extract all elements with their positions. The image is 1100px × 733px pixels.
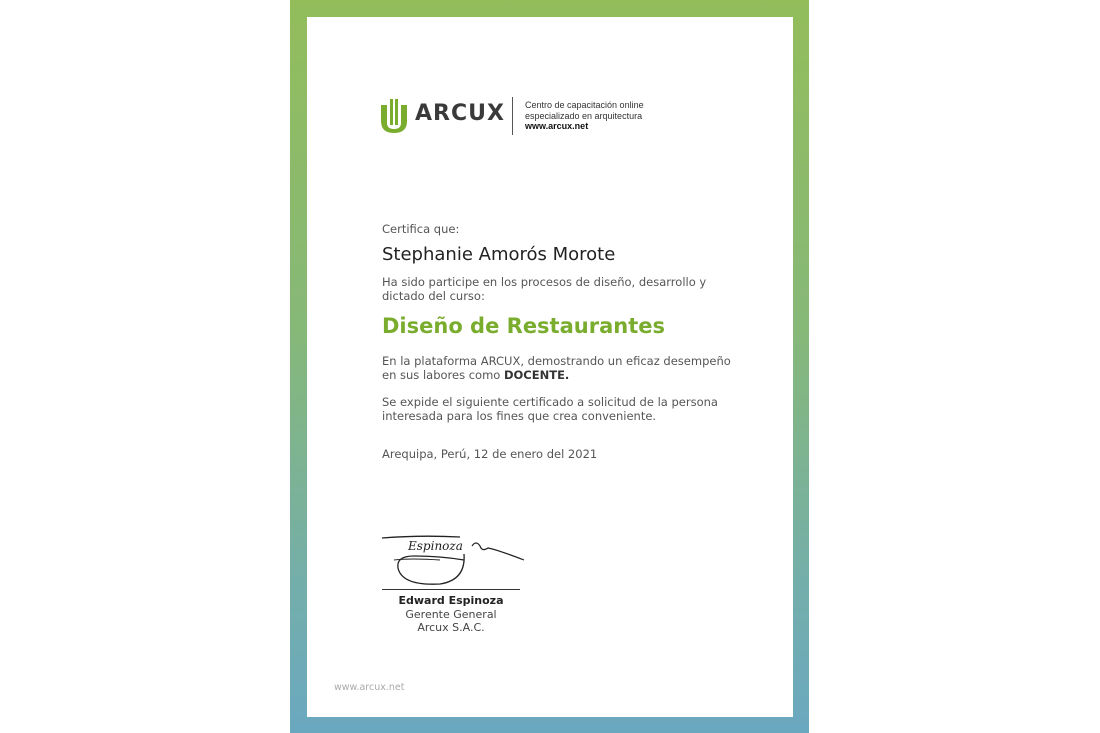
place-date: Arequipa, Perú, 12 de enero del 2021 <box>382 447 598 461</box>
platform-role: DOCENTE. <box>503 368 570 382</box>
signature <box>380 530 526 590</box>
intro-text <box>382 275 706 303</box>
arcux-leaf-icon <box>381 99 407 133</box>
platform-line-1: En la plataforma ARCUX, demostrando un eficaz desempeño <box>382 354 731 368</box>
tagline-line-2: especializado en arquitectura <box>525 110 643 121</box>
platform-line-2 <box>382 368 731 382</box>
logo-divider <box>512 97 513 135</box>
brand-name: ARCUX <box>415 101 505 126</box>
certifies-label: Certifica que: <box>382 222 460 236</box>
logo-tagline <box>525 100 685 132</box>
intro-line-1: Ha sido participe en los procesos de diseño, desarrollo y <box>382 275 707 289</box>
footer-url: www.arcux.net <box>334 682 405 693</box>
signature-script: Espinoza <box>408 539 463 553</box>
logo-url: www.arcux.net <box>525 121 589 131</box>
tagline-line-1: Centro de capacitación online <box>525 100 644 110</box>
signature-line <box>382 589 520 590</box>
course-title: Diseño de Restaurantes <box>382 314 665 338</box>
platform-line-2-prefix: en sus labores como <box>382 368 501 382</box>
issued-text <box>382 395 718 423</box>
issued-line-1: Se expide el siguiente certificado a solicitud de la persona <box>382 395 718 409</box>
signer-company: Arcux S.A.C. <box>417 621 485 634</box>
signer-role: Gerente General <box>405 608 497 621</box>
platform-text <box>382 354 731 382</box>
intro-line-2: dictado del curso: <box>382 289 485 303</box>
signer-name: Edward Espinoza <box>398 594 504 607</box>
recipient-name: Stephanie Amorós Morote <box>382 244 616 265</box>
issued-line-2: interesada para los fines que crea conveniente. <box>382 409 657 423</box>
